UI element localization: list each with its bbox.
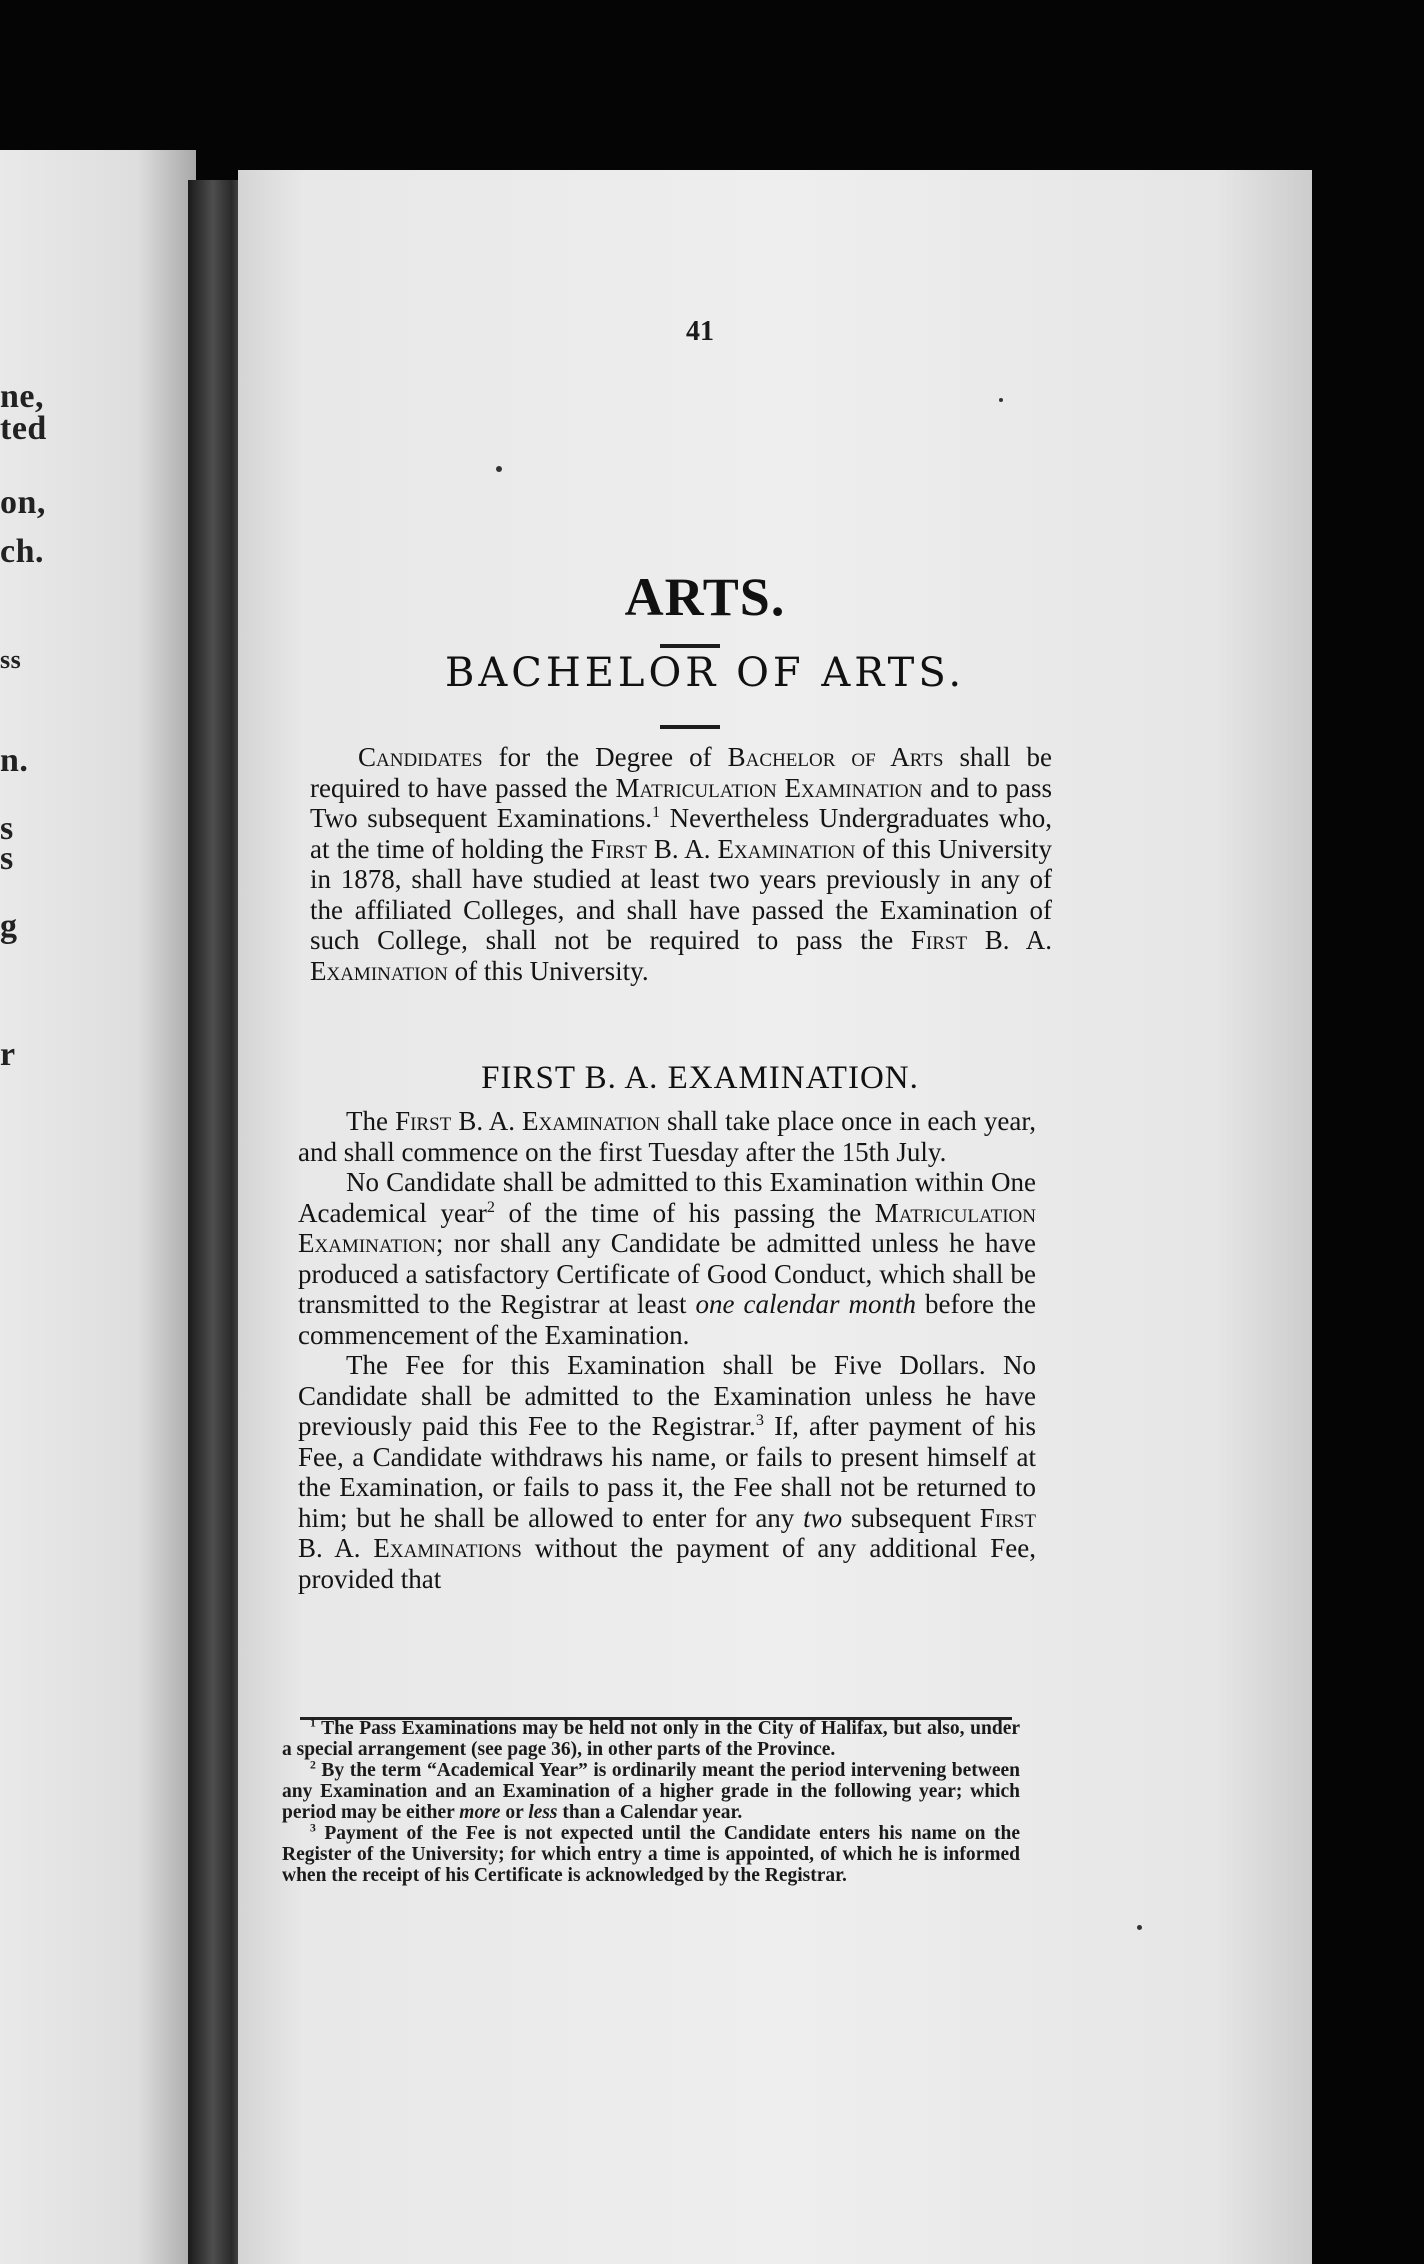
footnotes — [282, 1718, 1020, 1886]
text-run: before the commencement of the Examination. — [298, 1289, 1036, 1350]
footnote-3 — [282, 1823, 1020, 1886]
page-edge-shadow — [1312, 150, 1424, 2264]
text-run: The Fee for this Examination shall be Five Dollars. No Candidate shall be admitted to the Examination unless he have previously paid this Fee to the Registrar. — [298, 1350, 1036, 1441]
previous-page-fragment: s — [0, 840, 14, 877]
text-run: Examination — [522, 1106, 660, 1136]
text-run: less — [528, 1802, 558, 1823]
text-run: shall take place once in each year, and shall commence on the first Tuesday after the 15th July. — [298, 1106, 1036, 1167]
footnote-1 — [282, 1718, 1020, 1760]
text-run: B. A. — [967, 925, 1052, 955]
text-run: 2 — [310, 1758, 316, 1772]
text-run: B. A. — [451, 1106, 523, 1136]
text-run: 3 — [310, 1821, 316, 1835]
first-ba-heading: FIRST B. A. EXAMINATION. — [481, 1060, 919, 1096]
text-run: 1 — [310, 1716, 316, 1730]
text-run: of this University. — [447, 955, 649, 986]
text-run — [310, 742, 1052, 986]
section-title: BACHELOR OF ARTS. — [444, 650, 966, 696]
text-run: more — [459, 1802, 501, 1823]
text-run: No Candidate shall be admitted to this Examination within One Academical year — [298, 1167, 1036, 1228]
intro-paragraph — [310, 742, 1052, 986]
text-run: The Pass Examinations may be held not only in the City of Halifax, but also, under a special arrangement (see page 36), in other parts of the Province. — [282, 1718, 1020, 1760]
text-run: two — [803, 1502, 843, 1533]
text-run: Examination — [310, 955, 448, 986]
subtitle-rule — [660, 725, 720, 729]
text-run: subsequent — [842, 1502, 980, 1533]
text-run: of this University in 1878, shall have studied at least two years previously in any of the affiliated Colleges, and shall have passed the Examination of such College, shall not be required to pass the — [310, 833, 1052, 955]
previous-page-fragment: n. — [0, 742, 29, 779]
text-run: for the Degree of — [482, 742, 728, 772]
text-run: B. A. — [298, 1533, 374, 1563]
text-run: and to pass Two subsequent Examinations. — [310, 772, 1053, 833]
text-run: without the payment of any additional Fee, provided that — [298, 1533, 1036, 1594]
body-paragraphs — [298, 1106, 1036, 1594]
footnote-ref: 3 — [755, 1411, 764, 1429]
page-number: 41 — [686, 316, 714, 347]
text-run: ; nor shall any Candidate be admitted unless he have produced a satisfactory Certificate of Good Conduct, which shall be transmitted to the Registrar at least — [298, 1228, 1036, 1319]
previous-page-fragment: ch. — [0, 533, 44, 570]
text-run: Matriculation Examination — [298, 1197, 1036, 1258]
previous-page-fragment: ss — [0, 645, 22, 674]
previous-page-fragment: s — [0, 810, 14, 847]
scan-speck — [1137, 1925, 1142, 1930]
footnote-2 — [282, 1760, 1020, 1823]
scan-speck — [496, 466, 502, 472]
text-run: First — [590, 833, 647, 864]
exam-date-paragraph — [298, 1106, 1036, 1167]
page-title: ARTS. — [624, 567, 786, 627]
previous-page-sliver — [0, 150, 196, 2264]
text-run: Payment of the Fee is not expected until the Candidate enters his name on the Register of the University; for which entry a time is appointed, of which he is informed when the receipt of his Certificate is acknowledged by the Registrar. — [282, 1823, 1020, 1886]
title-rule — [660, 644, 720, 648]
text-run: Examinations — [373, 1533, 522, 1563]
scan-speck — [999, 398, 1003, 402]
text-run: or — [500, 1802, 529, 1823]
text-run: If, after payment of his Fee, a Candidate withdraws his name, or fails to present himself at the Examination, or fails to pass it, the Fee shall not be returned to him; but he shall be allowed to enter for any — [298, 1411, 1036, 1533]
text-run: Matriculation Examination — [615, 772, 923, 803]
text-run: shall be required to have passed the — [310, 742, 1053, 803]
text-run: one calendar month — [695, 1289, 917, 1319]
text-run: By the term “Academical Year” is ordinarily meant the period intervening between any Examination and an Examination of a higher grade in the following year; which period may be either — [282, 1760, 1020, 1823]
previous-page-fragment: g — [0, 908, 18, 945]
text-run: Bachelor of Arts — [727, 742, 944, 772]
text-run: First — [395, 1106, 452, 1136]
text-run: The — [346, 1106, 396, 1136]
previous-page-fragment: on, — [0, 484, 46, 521]
admission-paragraph — [298, 1167, 1036, 1350]
text-run: of the time of his passing the — [495, 1197, 875, 1228]
text-run: Examination — [717, 833, 856, 864]
previous-page-fragment: ne, — [0, 378, 44, 415]
previous-page-fragment: r — [0, 1036, 16, 1073]
text-run: than a Calendar year. — [557, 1802, 743, 1823]
previous-page-fragment: ted — [0, 410, 47, 447]
text-run: First — [979, 1502, 1036, 1533]
footnote-ref: 2 — [486, 1197, 496, 1216]
text-run: First — [910, 925, 968, 955]
footnote-ref: 1 — [652, 803, 661, 821]
text-run: Nevertheless Undergraduates who, at the time of holding the — [310, 803, 1052, 864]
text-run: B. A. — [646, 833, 718, 864]
fee-paragraph — [298, 1350, 1036, 1594]
text-run: Candidates — [358, 742, 483, 772]
